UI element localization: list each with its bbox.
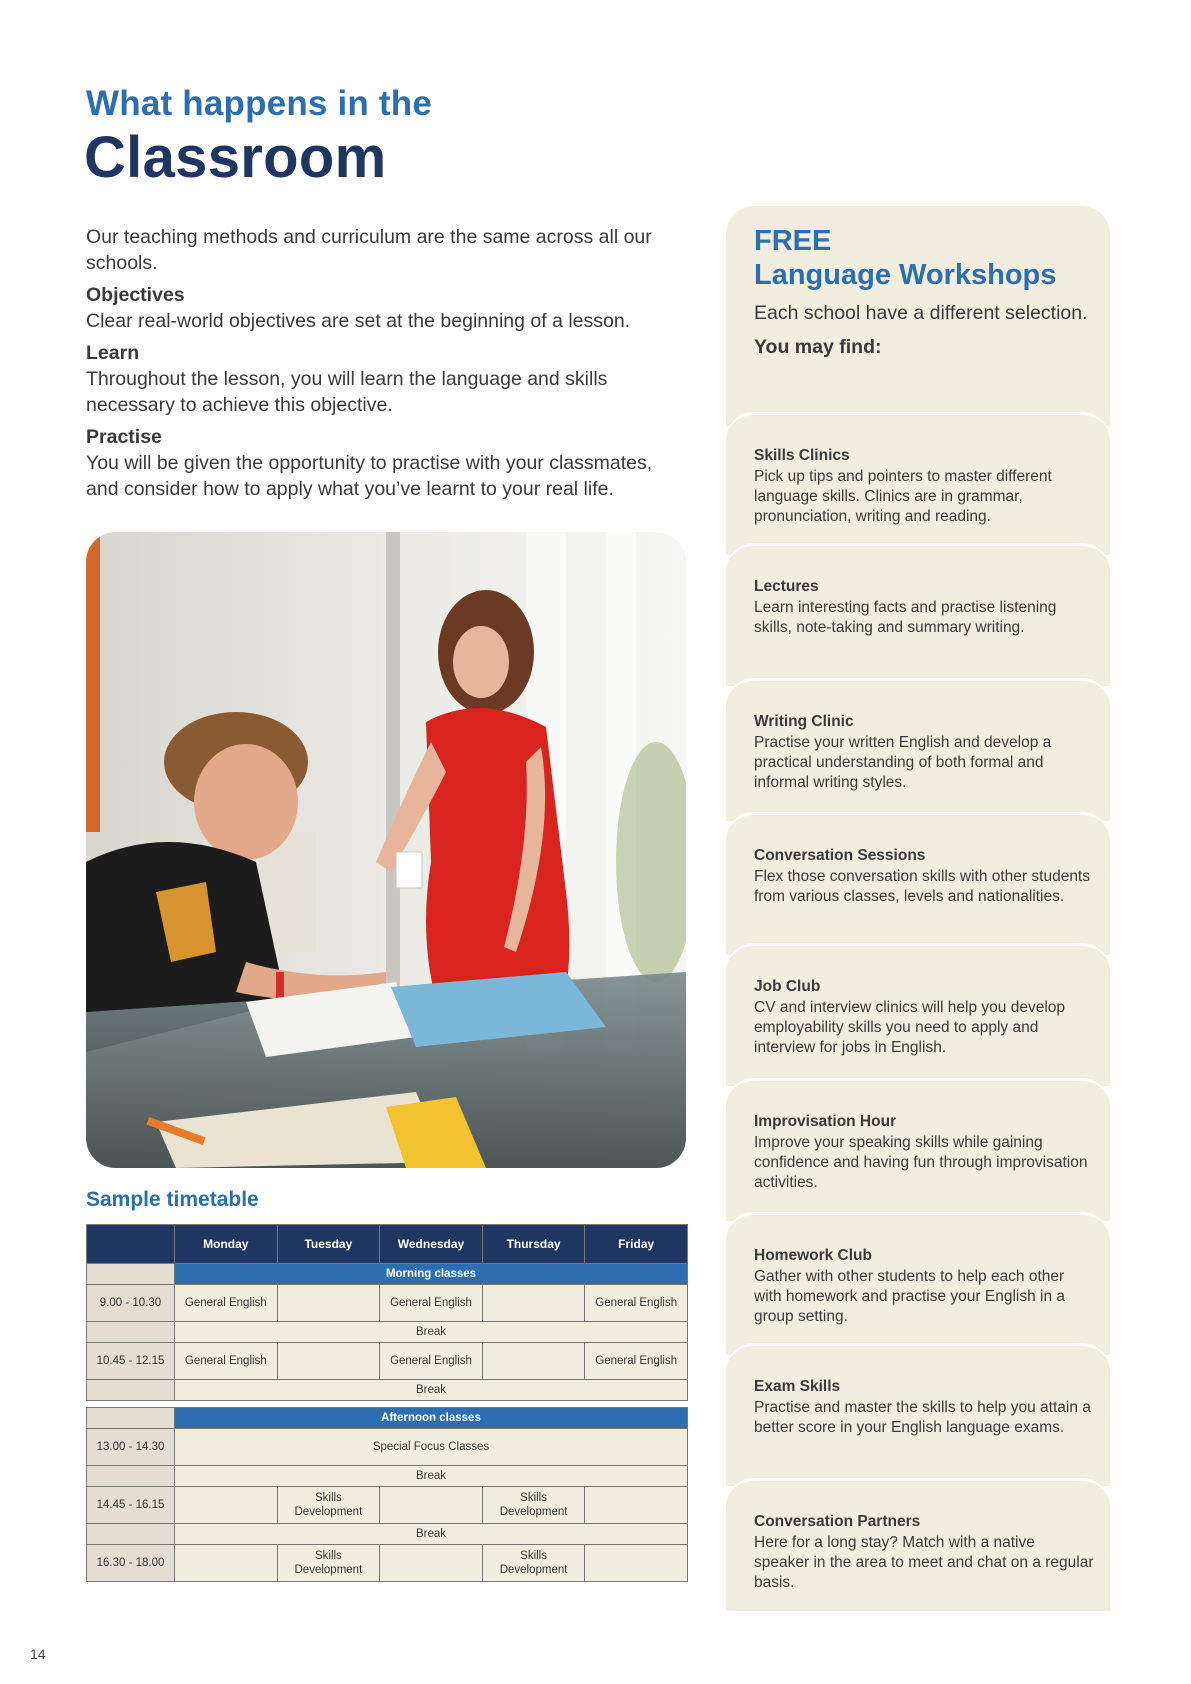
learn-text: Throughout the lesson, you will learn the language and skills necessary to achieve this objective.: [86, 368, 608, 416]
workshop-text: Flex those conversation skills with other students from various classes, levels and nationalities.: [754, 868, 1090, 905]
workshop-title: Lectures: [754, 578, 819, 595]
workshops-heading: [754, 224, 1056, 292]
slot-cell: Skills Development: [482, 1545, 585, 1582]
list-item: [726, 1478, 1110, 1611]
slot-cell: Skills Development: [482, 1487, 585, 1524]
afternoon-section-row: [87, 1408, 688, 1429]
day-thursday: Thursday: [482, 1225, 585, 1264]
table-row: [87, 1429, 688, 1466]
list-item: [726, 412, 1110, 555]
slot-cell: [380, 1545, 483, 1582]
slot-cell: [482, 1343, 585, 1380]
slot-cell: [482, 1285, 585, 1322]
slot-time: 9.00 - 10.30: [87, 1285, 175, 1322]
slot-time: 13.00 - 14.30: [87, 1429, 175, 1466]
workshops-intro-card: [726, 206, 1110, 426]
morning-section-row: [87, 1264, 688, 1285]
workshop-title: Exam Skills: [754, 1378, 841, 1395]
objectives-text: Clear real-world objectives are set at the beginning of a lesson.: [86, 310, 631, 332]
slot-cell: General English: [175, 1285, 278, 1322]
workshop-title: Improvisation Hour: [754, 1113, 897, 1130]
workshop-title: Conversation Sessions: [754, 847, 926, 864]
workshop-title: Skills Clinics: [754, 447, 850, 464]
slot-cell: [585, 1487, 688, 1524]
workshop-title: Writing Clinic: [754, 713, 854, 730]
slot-cell: General English: [175, 1343, 278, 1380]
list-item: [726, 543, 1110, 686]
slot-cell: General English: [380, 1343, 483, 1380]
workshop-text: Here for a long stay? Match with a native speaker in the area to meet and chat on a regular basis.: [754, 1534, 1094, 1591]
break-row: [87, 1466, 688, 1487]
timetable-title: Sample timetable: [86, 1188, 259, 1211]
section-kicker: What happens in the: [86, 84, 433, 123]
workshop-text: Gather with other students to help each other with homework and practise your English in a group setting.: [754, 1268, 1066, 1325]
timetable-corner: [87, 1225, 175, 1264]
workshop-text: CV and interview clinics will help you develop employability skills you need to apply and interview for jobs in English.: [754, 999, 1066, 1056]
morning-classes-label: Morning classes: [175, 1264, 688, 1285]
break-row: [87, 1380, 688, 1401]
practise-heading: Practise: [86, 426, 162, 448]
break-row: [87, 1322, 688, 1343]
day-wednesday: Wednesday: [380, 1225, 483, 1264]
break-label: Break: [175, 1466, 688, 1487]
objectives-heading: Objectives: [86, 284, 185, 306]
intro-text: [86, 224, 686, 502]
learn-heading: Learn: [86, 342, 140, 364]
slot-cell: [380, 1487, 483, 1524]
free-label: FREE: [754, 225, 832, 257]
break-label: Break: [175, 1524, 688, 1545]
break-label: Break: [175, 1322, 688, 1343]
break-row: [87, 1524, 688, 1545]
list-item: [726, 1212, 1110, 1355]
list-item: [726, 1343, 1110, 1486]
list-item: [726, 678, 1110, 821]
slot-cell: [175, 1487, 278, 1524]
workshop-text: Practise your written English and develop a practical understanding of both formal and informal writing styles.: [754, 734, 1052, 791]
workshops-panel: [726, 206, 1110, 1608]
slot-cell: Skills Development: [277, 1545, 380, 1582]
workshop-title: Homework Club: [754, 1247, 872, 1264]
afternoon-classes-label: Afternoon classes: [175, 1408, 688, 1429]
slot-time: 16.30 - 18.00: [87, 1545, 175, 1582]
slot-cell: [585, 1545, 688, 1582]
slot-time: 14.45 - 16.15: [87, 1487, 175, 1524]
slot-cell: [277, 1343, 380, 1380]
slot-cell: [175, 1545, 278, 1582]
workshop-text: Practise and master the skills to help you attain a better score in your English language exams.: [754, 1399, 1091, 1436]
slot-cell: Skills Development: [277, 1487, 380, 1524]
classroom-photo-illustration: [86, 532, 686, 1168]
slot-cell: General English: [585, 1285, 688, 1322]
slot-cell: Special Focus Classes: [175, 1429, 688, 1466]
workshops-find: You may find:: [754, 336, 882, 358]
list-item: [726, 812, 1110, 955]
workshop-text: Pick up tips and pointers to master different language skills. Clinics are in grammar, pronunciation, writing and reading.: [754, 468, 1052, 525]
practise-text: You will be given the opportunity to practise with your classmates, and consider how to apply what you’ve learnt to your real life.: [86, 452, 653, 500]
table-row: [87, 1545, 688, 1582]
workshop-text: Improve your speaking skills while gaining confidence and having fun through improvisation activities.: [754, 1134, 1088, 1191]
workshop-title: Conversation Partners: [754, 1513, 921, 1530]
slot-cell: [277, 1285, 380, 1322]
classroom-photo: [86, 532, 686, 1168]
intro-lead: Our teaching methods and curriculum are the same across all our schools.: [86, 226, 652, 274]
table-row: [87, 1285, 688, 1322]
slot-cell: General English: [380, 1285, 483, 1322]
page-title: Classroom: [84, 125, 387, 190]
workshop-title: Job Club: [754, 978, 821, 995]
workshops-title: Language Workshops: [754, 259, 1057, 291]
workshop-text: Learn interesting facts and practise listening skills, note-taking and summary writing.: [754, 599, 1057, 636]
timetable-header-row: [87, 1225, 688, 1264]
slot-time: 10.45 - 12.15: [87, 1343, 175, 1380]
day-friday: Friday: [585, 1225, 688, 1264]
workshops-subtitle: Each school have a different selection.: [754, 302, 1088, 324]
break-label: Break: [175, 1380, 688, 1401]
day-tuesday: Tuesday: [277, 1225, 380, 1264]
table-row: [87, 1343, 688, 1380]
table-row: [87, 1487, 688, 1524]
list-item: [726, 943, 1110, 1086]
page-number: 14: [30, 1646, 46, 1662]
list-item: [726, 1078, 1110, 1221]
sample-timetable: [86, 1224, 688, 1582]
day-monday: Monday: [175, 1225, 278, 1264]
slot-cell: General English: [585, 1343, 688, 1380]
